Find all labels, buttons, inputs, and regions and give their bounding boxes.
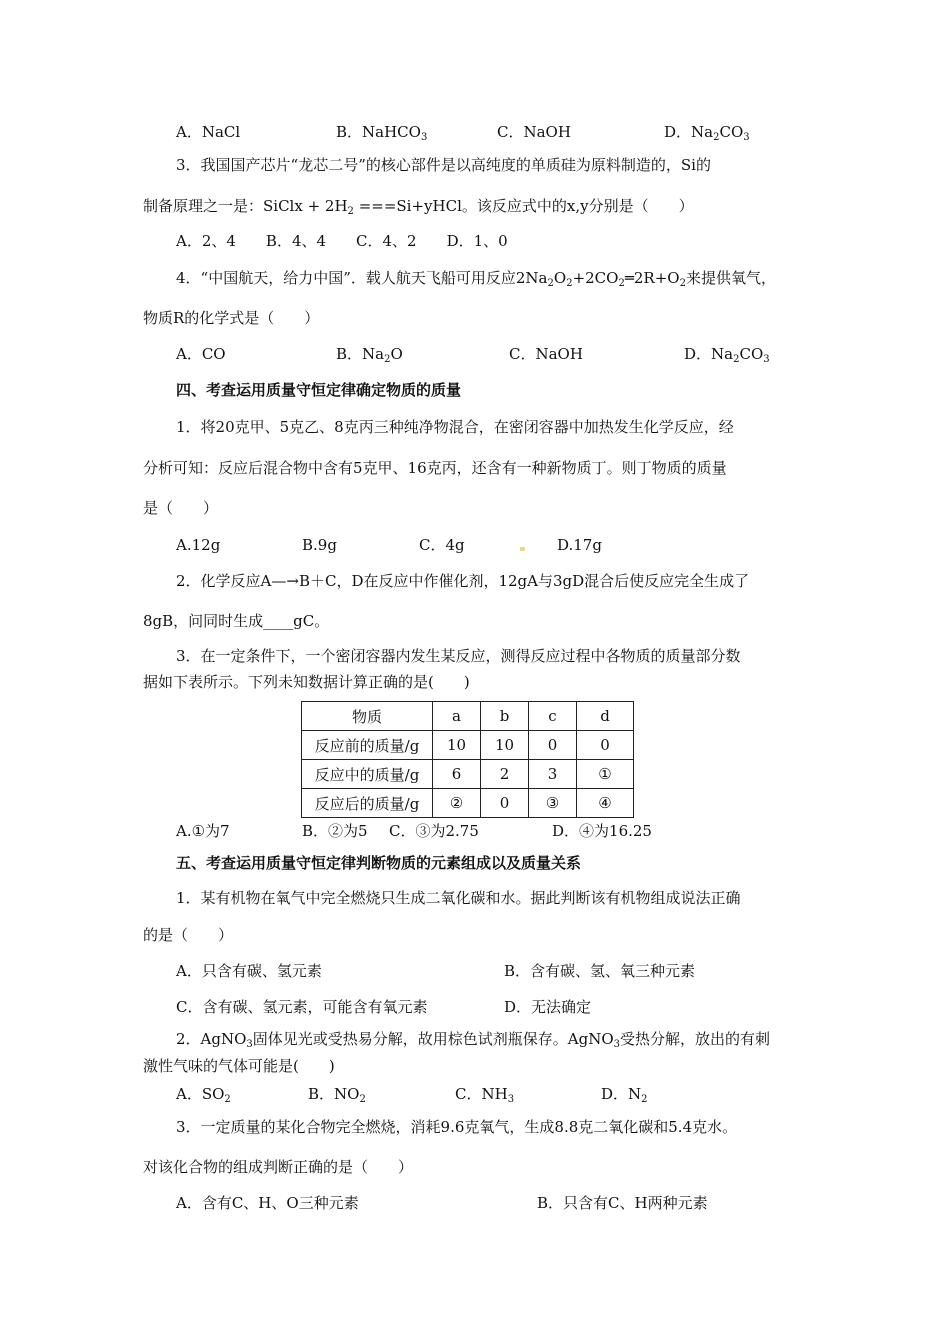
s4-q3-line1: 3．在一定条件下，一个密闭容器内发生某反应，测得反应过程中各物质的质量部分数 [176, 647, 741, 665]
table-cell: ① [577, 760, 634, 789]
q4a-option-c: C．NaOH [509, 345, 583, 363]
s5-q2-option-d: D．$N_2$ [601, 1085, 648, 1105]
table-cell: ③ [529, 789, 577, 818]
section5-heading: 五、考查运用质量守恒定律判断物质的元素组成以及质量关系 [176, 854, 582, 872]
section4-heading: 四、考查运用质量守恒定律确定物质的质量 [176, 381, 462, 399]
s5-q3-option-a: A．含有C、H、O三种元素 [176, 1194, 359, 1212]
q4a-option-b: B．$Na_2O$ [336, 345, 403, 365]
s5-q1-line1: 1．某有机物在氧气中完全燃烧只生成二氧化碳和水。据此判断该有机物组成说法正确 [176, 889, 741, 907]
table-row [302, 789, 634, 818]
table-cell: 0 [577, 731, 634, 760]
s4-q3-line2: 据如下表所示。下列未知数据计算正确的是( ) [143, 673, 470, 691]
s4-q1-line2: 分析可知：反应后混合物中含有5克甲、16克丙，还含有一种新物质丁。则丁物质的质量 [143, 459, 727, 477]
table-cell: 10 [481, 731, 529, 760]
q4a-option-d: D．$Na_2CO_3$ [684, 345, 770, 365]
table-header-cell: b [481, 702, 529, 731]
q4a-line1: 4．“中国航天，给力中国”．载人航天飞船可用反应$2Na_2O_2+2CO_2═2R+O_2$来提供氧气， [176, 269, 776, 289]
table-row [302, 760, 634, 789]
s5-q1-line2: 的是（ ） [143, 926, 234, 944]
table-header-row [302, 702, 634, 731]
prev-option-b: B．NaHCO$_3$ [336, 123, 428, 143]
q3a-options: A．2、4 B．4、4 C．4、2 D．1、0 [176, 232, 508, 250]
answer-blank: ____ [263, 612, 294, 630]
s5-q3-line1: 3．一定质量的某化合物完全燃烧，消耗9.6克氧气，生成8.8克二氧化碳和5.4克水。 [176, 1118, 738, 1136]
s4-q1-line3: 是（ ） [143, 499, 219, 517]
scan-mark [520, 547, 525, 551]
q3a-line2: 制备原理之一是：SiClx + $2H_2$ ===Si+yHCl。该反应式中的x,y分别是（ ） [143, 197, 694, 217]
s4-q1-option-c: C．4g [419, 536, 465, 554]
table-header-cell: a [433, 702, 481, 731]
s5-q1-option-a: A．只含有碳、氢元素 [176, 962, 322, 980]
prev-option-a: A．NaCl [176, 123, 241, 141]
table-row [302, 731, 634, 760]
table-cell: 2 [481, 760, 529, 789]
table-cell: 反应前的质量/g [302, 731, 433, 760]
table-cell: 0 [529, 731, 577, 760]
s5-q1-option-d: D．无法确定 [504, 998, 592, 1016]
prev-option-d: D．$Na_2CO_3$ [664, 123, 750, 143]
s4-q1-option-a: A.12g [176, 536, 221, 554]
s4-q1-option-d: D.17g [557, 536, 602, 554]
s4-q2-line2: 8gB，问同时生成____gC。 [143, 612, 330, 630]
table-header-cell: c [529, 702, 577, 731]
q3a-line1: 3．我国国产芯片“龙芯二号”的核心部件是以高纯度的单质硅为原料制造的，Si的 [176, 156, 711, 174]
s4-q3-option-c: C．③为2.75 [389, 822, 479, 840]
s4-q1-option-b: B.9g [302, 536, 337, 554]
table-cell: 10 [433, 731, 481, 760]
table-cell: 反应后的质量/g [302, 789, 433, 818]
table-cell: ② [433, 789, 481, 818]
s5-q3-option-b: B．只含有C、H两种元素 [537, 1194, 708, 1212]
s4-q3-option-b: B．②为5 [302, 822, 368, 840]
s5-q2-option-c: C．$NH_3$ [455, 1085, 515, 1105]
s4-q2-line1: 2．化学反应A—→B＋C，D在反应中作催化剂，12gA与3gD混合后使反应完全生成了 [176, 572, 750, 590]
s4-q1-line1: 1．将20克甲、5克乙、8克丙三种纯净物混合，在密闭容器中加热发生化学反应，经 [176, 418, 734, 436]
s5-q2-line2: 激性气味的气体可能是( ) [143, 1057, 335, 1075]
table-cell: 0 [481, 789, 529, 818]
s5-q1-option-c: C．含有碳、氢元素，可能含有氧元素 [176, 998, 428, 1016]
table-header-cell: d [577, 702, 634, 731]
s5-q3-line2: 对该化合物的组成判断正确的是（ ） [143, 1158, 414, 1176]
table-header-cell: 物质 [302, 702, 433, 731]
s4-q3-option-a: A.①为7 [176, 822, 230, 840]
prev-option-c: C．NaOH [497, 123, 571, 141]
table-cell: 6 [433, 760, 481, 789]
q4a-option-a: A．CO [176, 345, 226, 363]
s5-q2-line1: 2．AgNO$_3$固体见光或受热易分解，故用棕色试剂瓶保存。AgNO$_3$受热分解，放出的有刺 [176, 1030, 771, 1050]
q4a-line2: 物质R的化学式是（ ） [143, 309, 320, 327]
s4-q3-option-d: D．④为16.25 [552, 822, 652, 840]
s5-q1-option-b: B．含有碳、氢、氧三种元素 [504, 962, 696, 980]
s5-q2-option-a: A．$SO_2$ [176, 1085, 231, 1105]
s5-q2-option-b: B．$NO_2$ [308, 1085, 366, 1105]
table-cell: 3 [529, 760, 577, 789]
mass-data-table [301, 701, 634, 818]
table-cell: 反应中的质量/g [302, 760, 433, 789]
table-cell: ④ [577, 789, 634, 818]
